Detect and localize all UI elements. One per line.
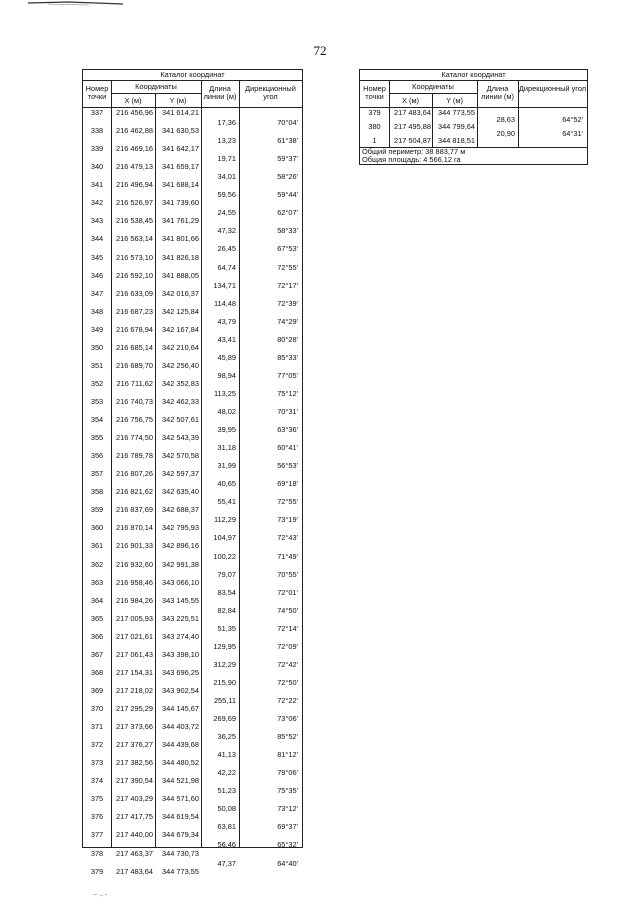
x-coordinate: 216 932,60 [116, 559, 153, 569]
point-number: 373 [90, 758, 104, 768]
x-coordinate: 217 504,87 [394, 136, 431, 145]
point-number: 376 [90, 812, 104, 822]
y-coordinate: 342 125,84 [162, 306, 199, 316]
x-coordinate: 216 984,26 [116, 595, 153, 605]
y-coordinate: 344 403,72 [162, 722, 199, 731]
scan-artifact [28, 0, 123, 6]
point-number: 349 [90, 324, 104, 334]
x-coordinate: 216 807,26 [116, 469, 153, 479]
direction-angle: 72°09' [277, 641, 298, 651]
y-coordinate: 342 597,37 [162, 469, 199, 479]
direction-angle: 70°55' [277, 569, 298, 579]
point-number: 377 [90, 830, 104, 840]
header-x: X (м) [124, 96, 142, 105]
direction-angle: 75°35' [277, 786, 298, 796]
direction-angle: 59°37' [277, 154, 298, 164]
line-length: 113,25 [213, 388, 236, 398]
y-coordinate: 342 570,58 [162, 451, 199, 461]
line-length: 13,23 [217, 136, 236, 146]
line-length: 39,95 [217, 425, 236, 434]
line-length: 47,37 [217, 858, 236, 868]
y-coordinate: 342 896,16 [162, 541, 199, 551]
header-y: Y (м) [446, 96, 463, 105]
total-perimeter: Общий периметр: 38 883,77 м [362, 147, 466, 156]
x-coordinate: 217 218,02 [116, 685, 153, 695]
point-number: 342 [90, 198, 104, 208]
x-coordinate: 216 870,14 [116, 523, 153, 533]
direction-angle: 81°12' [277, 750, 298, 760]
line-length: 56,46 [217, 840, 236, 850]
point-number: 345 [90, 252, 104, 262]
x-coordinate: 216 740,73 [116, 397, 153, 406]
x-coordinate: 217 495,88 [394, 122, 431, 131]
point-number: 364 [90, 595, 104, 605]
x-coordinate: 216 901,33 [116, 541, 153, 551]
x-coordinate: 217 483,64 [394, 108, 431, 117]
y-coordinate: 344 730,73 [162, 848, 199, 858]
coordinate-catalog-table [82, 69, 303, 876]
line-length: 59,56 [217, 190, 236, 200]
x-coordinate: 216 538,45 [116, 216, 153, 226]
y-coordinate: 341 659,17 [162, 162, 199, 172]
table-body [83, 108, 302, 876]
line-length: 64,74 [217, 262, 236, 272]
line-length: 48,02 [217, 407, 236, 416]
y-coordinate: 344 619,54 [162, 812, 199, 822]
direction-angle: 71°49' [277, 551, 298, 561]
line-length: 215,90 [213, 677, 236, 687]
point-number: 367 [90, 649, 104, 659]
point-number: 358 [90, 487, 104, 497]
x-coordinate: 216 821,62 [116, 487, 153, 497]
point-number: 371 [90, 722, 104, 731]
x-coordinate: 217 483,64 [116, 866, 153, 876]
y-coordinate: 344 773,55 [438, 108, 475, 117]
point-number: 379 [90, 866, 104, 876]
point-number: 338 [90, 126, 104, 136]
x-coordinate: 216 573,10 [116, 252, 153, 262]
x-coordinate: 217 021,61 [116, 631, 153, 641]
x-coordinate: 217 376,27 [116, 740, 153, 750]
x-coordinate: 216 592,10 [116, 270, 153, 280]
point-number: 344 [90, 234, 104, 244]
y-coordinate: 344 773,55 [162, 866, 199, 876]
x-coordinate: 217 382,56 [116, 758, 153, 768]
y-coordinate: 341 688,14 [162, 180, 199, 190]
point-number: 363 [90, 577, 104, 587]
line-length: 134,71 [213, 280, 236, 290]
point-number: 354 [90, 415, 104, 424]
y-coordinate: 342 688,37 [162, 505, 199, 515]
x-coordinate: 217 005,93 [116, 613, 153, 623]
y-coordinate: 341 888,05 [162, 270, 199, 280]
line-length: 63,81 [217, 822, 236, 832]
x-coordinate: 217 390,54 [116, 776, 153, 786]
point-number: 340 [90, 162, 104, 172]
x-coordinate: 216 958,46 [116, 577, 153, 587]
direction-angle: 72°55' [277, 497, 298, 507]
y-coordinate: 342 543,39 [162, 433, 199, 443]
y-coordinate: 342 635,40 [162, 487, 199, 497]
header-coordinates: Координаты [412, 82, 454, 91]
x-coordinate: 217 417,75 [116, 812, 153, 822]
direction-angle: 59°44' [277, 190, 298, 200]
x-coordinate: 217 403,29 [116, 794, 153, 804]
point-number: 378 [90, 848, 104, 858]
y-coordinate: 341 614,21 [162, 108, 199, 117]
y-coordinate: 343 902,54 [162, 685, 199, 695]
direction-angle: 72°50' [277, 677, 298, 687]
catalog-title: Каталог координат [360, 70, 587, 81]
x-coordinate: 216 689,70 [116, 360, 153, 370]
line-length: 20,90 [496, 129, 515, 138]
line-length: 34,01 [217, 172, 236, 182]
direction-angle: 72°42' [277, 659, 298, 669]
x-coordinate: 217 440,00 [116, 830, 153, 840]
y-coordinate: 343 274,40 [162, 631, 199, 641]
y-coordinate: 342 210,64 [162, 342, 199, 352]
x-coordinate: 216 678,94 [116, 324, 153, 334]
line-length: 255,11 [213, 695, 236, 705]
point-number: 366 [90, 631, 104, 641]
y-coordinate: 341 630,53 [162, 126, 199, 136]
y-coordinate: 341 642,17 [162, 144, 199, 154]
direction-angle: 75°12' [277, 388, 298, 398]
point-number: 339 [90, 144, 104, 154]
x-coordinate: 216 789,78 [116, 451, 153, 461]
header-angle: Дирекционный угол [245, 84, 296, 101]
direction-angle: 70°04' [277, 118, 298, 127]
y-coordinate: 342 352,83 [162, 378, 199, 388]
line-length: 98,94 [217, 370, 236, 380]
scan-artifact [93, 893, 107, 897]
line-length: 47,32 [217, 226, 236, 236]
point-number: 346 [90, 270, 104, 280]
point-number: 351 [90, 360, 104, 370]
direction-angle: 61°38' [277, 136, 298, 146]
point-number: 370 [90, 704, 104, 713]
direction-angle: 64°52' [562, 115, 583, 124]
line-length: 100,22 [213, 551, 236, 561]
y-coordinate: 342 507,61 [162, 415, 199, 424]
y-coordinate: 344 818,51 [438, 136, 475, 145]
x-coordinate: 216 774,50 [116, 433, 153, 443]
direction-angle: 72°17' [277, 280, 298, 290]
direction-angle: 72°14' [277, 623, 298, 633]
direction-angle: 63°36' [277, 425, 298, 434]
direction-angle: 69°37' [277, 822, 298, 832]
direction-angle: 58°33' [277, 226, 298, 236]
line-length: 31,99 [217, 461, 236, 471]
direction-angle: 64°31' [562, 129, 583, 138]
y-coordinate: 343 225,51 [162, 613, 199, 623]
y-coordinate: 343 696,25 [162, 667, 199, 677]
direction-angle: 65°32' [277, 840, 298, 850]
line-length: 51,23 [217, 786, 236, 796]
x-coordinate: 216 479,13 [116, 162, 153, 172]
y-coordinate: 342 167,84 [162, 324, 199, 334]
direction-angle: 79°06' [277, 768, 298, 778]
y-coordinate: 344 439,68 [162, 740, 199, 750]
x-coordinate: 216 756,75 [116, 415, 153, 424]
line-length: 269,69 [213, 714, 236, 723]
line-length: 112,29 [213, 515, 236, 525]
page-number: 72 [313, 43, 327, 58]
y-coordinate: 342 991,38 [162, 559, 199, 569]
direction-angle: 69°18' [277, 479, 298, 489]
x-coordinate: 216 837,69 [116, 505, 153, 515]
x-coordinate: 216 711,62 [116, 378, 153, 388]
direction-angle: 62°07' [277, 208, 298, 218]
table-body [360, 108, 587, 147]
direction-angle: 70°31' [277, 407, 298, 416]
direction-angle: 73°19' [277, 515, 298, 525]
point-number: 374 [90, 776, 104, 786]
header-x: X (м) [402, 96, 419, 105]
y-coordinate: 343 398,10 [162, 649, 199, 659]
line-length: 41,13 [217, 750, 236, 760]
line-length: 312,29 [213, 659, 236, 669]
y-coordinate: 344 480,52 [162, 758, 199, 768]
line-length: 17,36 [217, 118, 236, 127]
point-number: 356 [90, 451, 104, 461]
y-coordinate: 343 145,55 [162, 595, 199, 605]
line-length: 51,35 [217, 623, 236, 633]
direction-angle: 72°43' [277, 533, 298, 543]
y-coordinate: 342 462,33 [162, 397, 199, 406]
x-coordinate: 216 496,94 [116, 180, 153, 190]
x-coordinate: 216 456,96 [116, 108, 153, 117]
y-coordinate: 344 571,60 [162, 794, 199, 804]
x-coordinate: 216 685,14 [116, 342, 153, 352]
line-length: 79,07 [217, 569, 236, 579]
total-area: Общая площадь: 4 566,12 га [362, 155, 461, 164]
point-number: 350 [90, 342, 104, 352]
line-length: 26,45 [217, 244, 236, 254]
line-length: 24,55 [217, 208, 236, 218]
direction-angle: 85°33' [277, 352, 298, 362]
table-header [360, 81, 587, 108]
point-number: 362 [90, 559, 104, 569]
direction-angle: 72°01' [277, 587, 298, 597]
point-number: 359 [90, 505, 104, 515]
point-number: 360 [90, 523, 104, 533]
table-header [83, 81, 302, 108]
header-coordinates: Координаты [135, 82, 177, 91]
y-coordinate: 344 145,67 [162, 704, 199, 713]
x-coordinate: 217 154,31 [116, 667, 153, 677]
point-number: 357 [90, 469, 104, 479]
y-coordinate: 341 761,29 [162, 216, 199, 226]
direction-angle: 58°26' [277, 172, 298, 182]
x-coordinate: 217 463,37 [116, 848, 153, 858]
y-coordinate: 344 799,64 [438, 122, 475, 131]
header-point-number: Номер точки [363, 84, 386, 101]
y-coordinate: 342 016,37 [162, 288, 199, 298]
line-length: 83,54 [217, 587, 236, 597]
direction-angle: 56°53' [277, 461, 298, 471]
point-number: 347 [90, 288, 104, 298]
header-angle: Дирекционный угол [518, 84, 587, 93]
direction-angle: 72°55' [277, 262, 298, 272]
line-length: 129,95 [213, 641, 236, 651]
coordinate-catalog-table-continued [359, 69, 588, 165]
point-number: 353 [90, 397, 104, 406]
x-coordinate: 216 469,16 [116, 144, 153, 154]
point-number: 380 [368, 122, 381, 131]
direction-angle: 73°06' [277, 714, 298, 723]
y-coordinate: 341 826,18 [162, 252, 199, 262]
line-length: 43,79 [217, 316, 236, 326]
point-number: 361 [90, 541, 104, 551]
header-length: Длина линии (м) [203, 84, 237, 101]
header-length: Длина линии (м) [481, 84, 514, 101]
line-length: 42,22 [217, 768, 236, 778]
line-length: 114,48 [213, 298, 236, 308]
catalog-title: Каталог координат [83, 70, 302, 81]
point-number: 348 [90, 306, 104, 316]
x-coordinate: 216 687,23 [116, 306, 153, 316]
x-coordinate: 216 526,97 [116, 198, 153, 208]
y-coordinate: 343 066,10 [162, 577, 199, 587]
direction-angle: 67°53' [277, 244, 298, 254]
point-number: 1 [372, 136, 377, 145]
direction-angle: 72°22' [277, 695, 298, 705]
y-coordinate: 341 739,60 [162, 198, 199, 208]
point-number: 368 [90, 667, 104, 677]
direction-angle: 74°50' [277, 605, 298, 615]
line-length: 82,84 [217, 605, 236, 615]
line-length: 31,18 [217, 443, 236, 453]
direction-angle: 60°41' [277, 443, 298, 453]
y-coordinate: 344 679,34 [162, 830, 199, 840]
line-length: 40,65 [217, 479, 236, 489]
point-number: 375 [90, 794, 104, 804]
direction-angle: 72°39' [277, 298, 298, 308]
x-coordinate: 216 462,88 [116, 126, 153, 136]
x-coordinate: 217 373,66 [116, 722, 153, 731]
line-length: 50,08 [217, 804, 236, 814]
line-length: 45,89 [217, 352, 236, 362]
point-number: 372 [90, 740, 104, 750]
x-coordinate: 217 061,43 [116, 649, 153, 659]
point-number: 379 [368, 108, 381, 117]
direction-angle: 73°12' [277, 804, 298, 814]
line-length: 19,71 [217, 154, 236, 164]
header-y: Y (м) [169, 96, 187, 105]
table-summary [360, 147, 587, 165]
line-length: 104,97 [213, 533, 236, 543]
y-coordinate: 341 801,66 [162, 234, 199, 244]
point-number: 352 [90, 378, 104, 388]
line-length: 28,63 [496, 115, 515, 124]
direction-angle: 80°28' [277, 334, 298, 344]
point-number: 343 [90, 216, 104, 226]
line-length: 43,41 [217, 334, 236, 344]
point-number: 365 [90, 613, 104, 623]
x-coordinate: 217 295,29 [116, 704, 153, 713]
y-coordinate: 342 256,40 [162, 360, 199, 370]
line-length: 36,25 [217, 732, 236, 742]
point-number: 341 [90, 180, 104, 190]
header-point-number: Номер точки [85, 84, 109, 101]
y-coordinate: 342 795,93 [162, 523, 199, 533]
point-number: 355 [90, 433, 104, 443]
point-number: 337 [90, 108, 104, 117]
x-coordinate: 216 563,14 [116, 234, 153, 244]
y-coordinate: 344 521,98 [162, 776, 199, 786]
direction-angle: 74°29' [277, 316, 298, 326]
point-number: 369 [90, 685, 104, 695]
direction-angle: 77°05' [277, 370, 298, 380]
line-length: 55,41 [217, 497, 236, 507]
direction-angle: 64°40' [277, 858, 298, 868]
direction-angle: 85°52' [277, 732, 298, 742]
x-coordinate: 216 633,09 [116, 288, 153, 298]
